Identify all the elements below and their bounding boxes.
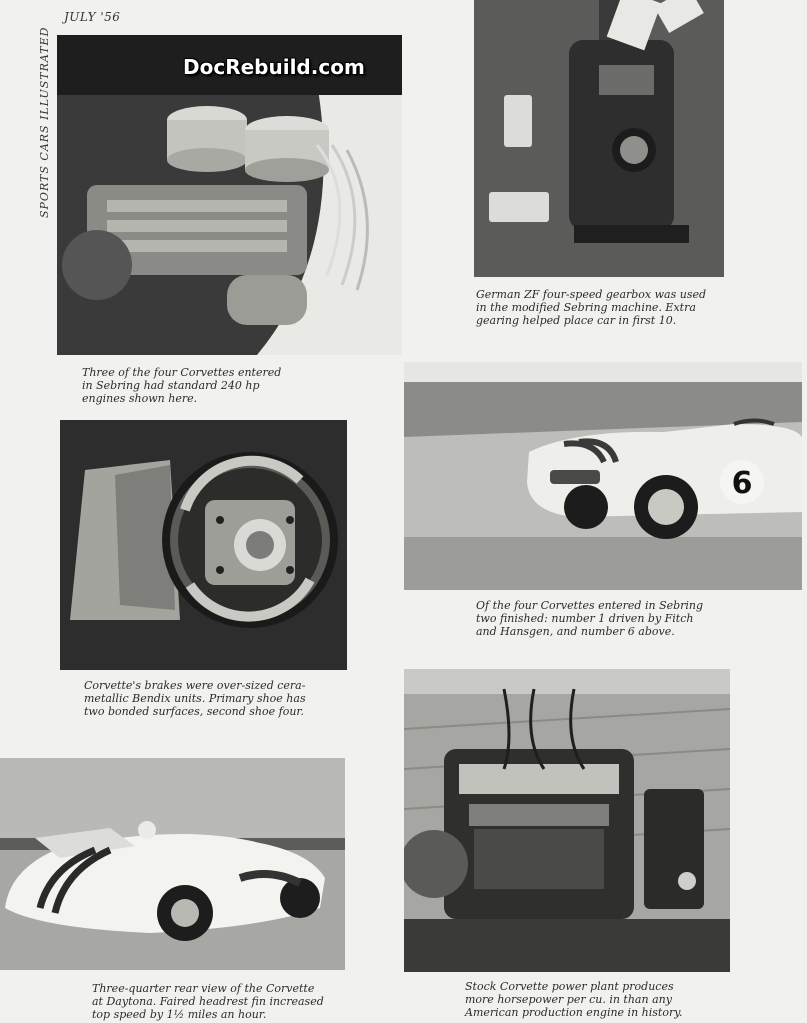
gearbox-caption: German ZF four-speed gearbox was used in the modified Sebring machine. Extra gearing helped place car in first 10.	[476, 288, 707, 327]
power-plant-caption: Stock Corvette power plant produces more horsepower per cu. in than any American production engine in history.	[465, 980, 683, 1019]
daytona-car-photo	[0, 758, 345, 970]
engine-carburetor-caption: Three of the four Corvettes entered in Sebring had standard 240 hp engines shown here.	[82, 366, 282, 405]
race-caption: Of the four Corvettes entered in Sebring two finished: number 1 driven by Fitch and Hansgen, and number 6 above.	[476, 599, 704, 638]
race-number-label: 6	[731, 466, 753, 501]
race-car-photo	[404, 362, 802, 590]
power-plant-photo	[404, 669, 730, 972]
engine-carburetor-photo	[57, 35, 402, 355]
issue-date: JULY '56	[64, 10, 121, 24]
brake-caption: Corvette's brakes were over-sized cera- metallic Bendix units. Primary shoe has two bonded surfaces, second shoe four.	[84, 679, 306, 718]
magazine-title: SPORTS CARS ILLUSTRATED	[38, 26, 51, 218]
gearbox-photo	[474, 0, 724, 277]
daytona-caption: Three-quarter rear view of the Corvette at Daytona. Faired headrest fin increased top speed by 1½ miles an hour.	[92, 982, 324, 1021]
watermark-text: DocRebuild.com	[183, 55, 365, 79]
brake-drum-photo	[60, 420, 347, 670]
